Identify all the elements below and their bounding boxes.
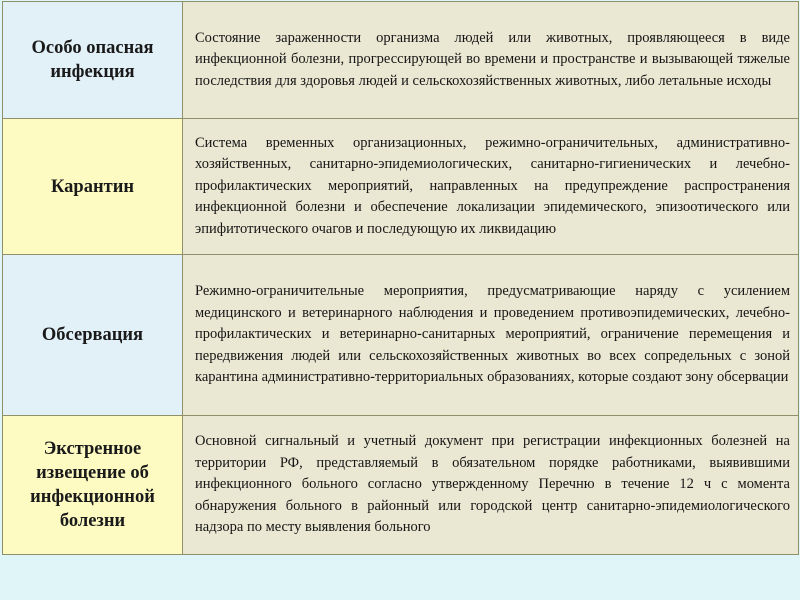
table-row xyxy=(3,2,799,119)
term-cell: Обсервация xyxy=(3,255,183,416)
term-cell: Экстренное извещение об инфекционной болезни xyxy=(3,416,183,555)
definitions-table xyxy=(2,1,799,555)
term-cell: Особо опасная инфекция xyxy=(3,2,183,119)
definition-cell: Система временных организационных, режимно-ограничительных, административно-хозяйственных, санитарно-эпидемиологических, санитарно-гигиенических и лечебно-профилактических мероприятий, направленных на предупреждение распространения инфекционной болезни и обеспечение локализации эпидемического, эпизоотического или эпифитотического очагов и последующую их ликвидацию xyxy=(183,119,799,255)
table-row xyxy=(3,255,799,416)
table-row xyxy=(3,416,799,555)
table-row xyxy=(3,119,799,255)
term-cell: Карантин xyxy=(3,119,183,255)
definition-cell: Режимно-ограничительные мероприятия, предусматривающие наряду с усилением медицинского и ветеринарного наблюдения и проведением противоэпидемических, лечебно-профилактических и ветеринарно-санитарных мероприятий, ограничение перемещения и передвижения людей или сельскохозяйственных животных во всех сопредельных с зоной карантина административно-территориальных образованиях, которые создают зону обсервации xyxy=(183,255,799,416)
definition-cell: Основной сигнальный и учетный документ при регистрации инфекционных болезней на территории РФ, представляемый в обязательном порядке работниками, выявившими инфекционного больного согласно утвержденному Перечню в течение 12 ч с момента обнаружения больного в районный или городской центр санитарно-эпидемиологического надзора по месту выявления больного xyxy=(183,416,799,555)
definition-cell: Состояние зараженности организма людей или животных, проявляющееся в виде инфекционной болезни, прогрессирующей во времени и пространстве и вызывающей тяжелые последствия для здоровья людей и сельскохозяйственных животных, либо летальные исходы xyxy=(183,2,799,119)
